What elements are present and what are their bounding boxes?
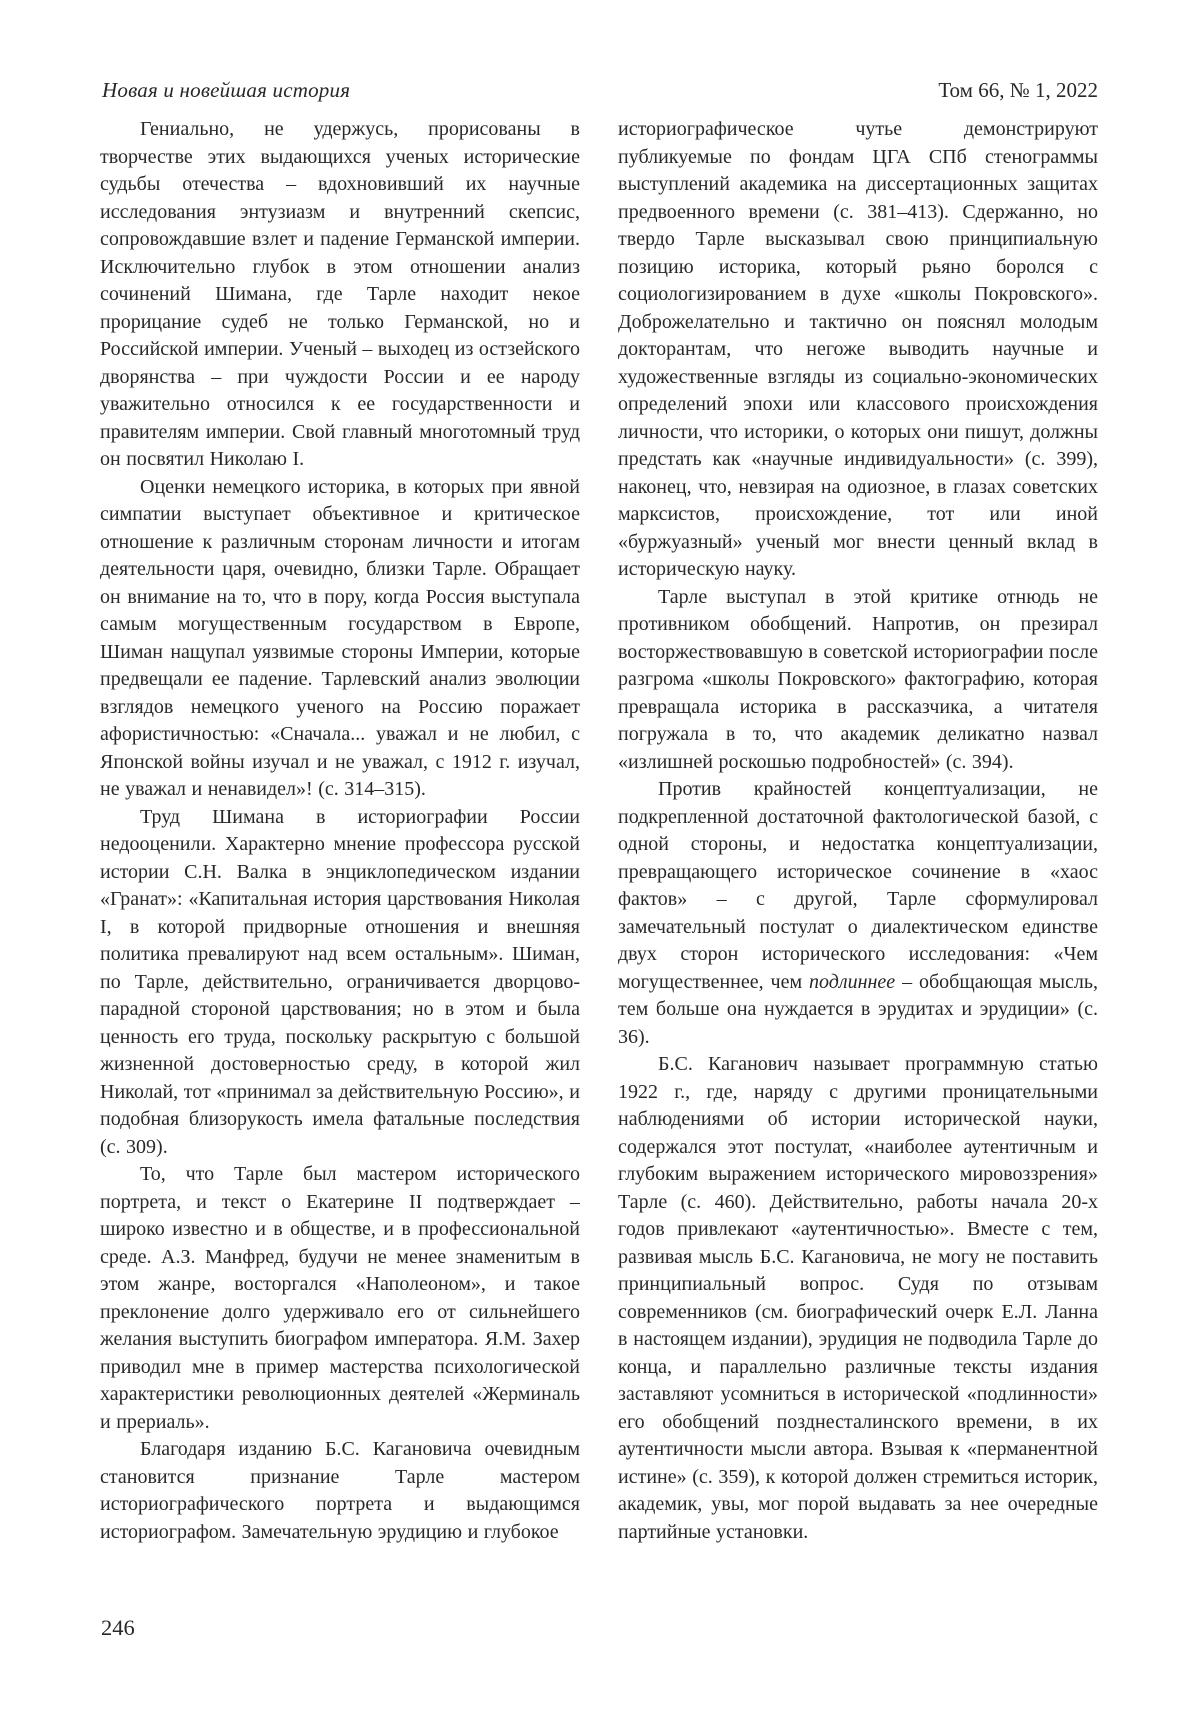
text-run: Гениально, не удержусь, прорисованы в творчестве этих выдающихся ученых исторические судьбы отечества – вдохновивший их научные исследования энтузиазм и внутренний скепсис, сопровождавшие взлет и падение Германской империи. Исключительно глубок в этом отношении анализ сочинений Шимана, где Тарле находит некое прорицание судеб не только Германской, но и Российской империи. Ученый – выходец из остзейского дворянства – при чуждости России и ее народу уважительно относился к ее государственности и правителям империи. Свой главный многотомный труд он посвятил Николаю I. bbox=[100, 118, 580, 470]
paragraph bbox=[618, 584, 1098, 777]
text-run: Благодаря изданию Б.С. Кагановича очевидным становится признание Тарле мастером историографического портрета и выдающимся историографом. Замечательную эрудицию и глубокое bbox=[100, 1438, 580, 1543]
paragraph bbox=[100, 116, 580, 474]
text-run: То, что Тарле был мастером исторического портрета, и текст о Екатерине II подтверждает – широко известно и в обществе, и в профессиональной среде. А.З. Манфред, будучи не менее знаменитым в этом жанре, восторгался «Наполеоном», и такое преклонение долго удерживало его от сильнейшего желания выступить биографом императора. Я.М. Захер приводил мне в пример мастерства психологической характеристики революционных деятелей «Жерминаль и прериаль». bbox=[100, 1163, 580, 1433]
paragraph bbox=[100, 804, 580, 1162]
text-run: – обобщающая мысль, тем больше она нуждается в эрудитах и эрудиции» (с. 36). bbox=[618, 970, 1098, 1048]
text-column-right bbox=[618, 116, 1098, 1616]
volume-issue: Том 66, № 1, 2022 bbox=[938, 78, 1098, 102]
text-run: Тарле выступал в этой критике отнюдь не противником обобщений. Напротив, он презирал восторжествовавшую в советской историографии после разгрома «школы Покровского» фактографию, которая превращала историка в рассказчика, а читателя погружала в то, что академик деликатно назвал «излишней роскошью подробностей» (с. 394). bbox=[618, 585, 1098, 773]
paragraph bbox=[100, 1436, 580, 1546]
text-run: Б.С. Каганович называет программную статью 1922 г., где, наряду с другими проницательными наблюдениями об истории исторической науки, содержался этот постулат, «наиболее аутентичным и глубоким выражением исторического мировоззрения» Тарле (с. 460). Действительно, работы начала 20-х годов привлекают «аутентичностью». Вместе с тем, развивая мысль Б.С. Кагановича, не могу не поставить принципиальный вопрос. Судя по отзывам современников (см. биографический очерк Е.Л. Ланна в настоящем издании), эрудиция не подводила Тарле до конца, и параллельно различные тексты издания заставляют усомниться в исторической «подлинности» его обобщений позднесталинского времени, в их аутентичности мысли автора. Взывая к «перманентной истине» (с. 359), к которой должен стремиться историк, академик, увы, мог порой выдавать за нее очередные партийные установки. bbox=[618, 1053, 1098, 1543]
text-run: Оценки немецкого историка, в которых при явной симпатии выступает объективное и критическое отношение к различным сторонам личности и итогам деятельности царя, очевидно, близки Тарле. Обращает он внимание на то, что в пору, когда Россия выступала самым могущественным государством в Европе, Шиман нащупал уязвимые стороны Империи, которые предвещали ее падение. Тарлевский анализ эволюции взглядов немецкого ученого на Россию поражает афористичностью: «Сначала... уважал и не любил, с Японской войны изучал и не уважал, с 1912 г. изучал, не уважал и ненавидел»! (с. 314–315). bbox=[100, 475, 580, 800]
paragraph bbox=[618, 1051, 1098, 1546]
page-number: 246 bbox=[101, 1615, 135, 1640]
paragraph bbox=[618, 116, 1098, 584]
paragraph bbox=[618, 776, 1098, 1051]
text-run: историографическое чутье демонстрируют публикуемые по фондам ЦГА СПб стенограммы выступлений академика на диссертационных защитах предвоенного времени (с. 381–413). Сдержанно, но твердо Тарле высказывал свою принципиальную позицию историка, который рьяно боролся с социологизированием в духе «школы Покровского». Доброжелательно и тактично он пояснял молодым докторантам, что негоже выводить научные и художественные взгляды из социально-экономических определений эпохи или классового происхождения личности, что историки, о которых они пишут, должны предстать как «научные индивидуальности» (с. 399), наконец, что, невзирая на одиозное, в глазах советских марксистов, происхождение, тот или иной «буржуазный» ученый мог внести ценный вклад в историческую науку. bbox=[618, 118, 1098, 580]
paragraph bbox=[100, 1161, 580, 1436]
journal-title: Новая и новейшая история bbox=[102, 78, 351, 102]
text-column-left bbox=[100, 116, 580, 1616]
running-head bbox=[102, 78, 1098, 102]
italic-text: подлиннее bbox=[809, 970, 896, 993]
text-run: Труд Шимана в историографии России недооценили. Характерно мнение профессора русской истории С.Н. Валка в энциклопедическом издании «Гранат»: «Капитальная история царствования Николая I, в которой придворные отношения и внешняя политика превалируют над всем остальным». Шиман, по Тарле, действительно, ограничивается дворцово-парадной стороной царствования; но в этом и была ценность его труда, поскольку раскрытую с большой жизненной достоверностью среду, в которой жил Николай, тот «принимал за действительную Россию», и подобная близорукость имела фатальные последствия (с. 309). bbox=[100, 805, 580, 1158]
paragraph bbox=[100, 474, 580, 804]
text-run: Против крайностей концептуализации, не подкрепленной достаточной фактологической базой, с одной стороны, и недостатка концептуализации, превращающего историческое сочинение в «хаос фактов» – с другой, Тарле сформулировал замечательный постулат о диалектическом единстве двух сторон исторического исследования: «Чем могущественнее, чем bbox=[618, 778, 1098, 993]
